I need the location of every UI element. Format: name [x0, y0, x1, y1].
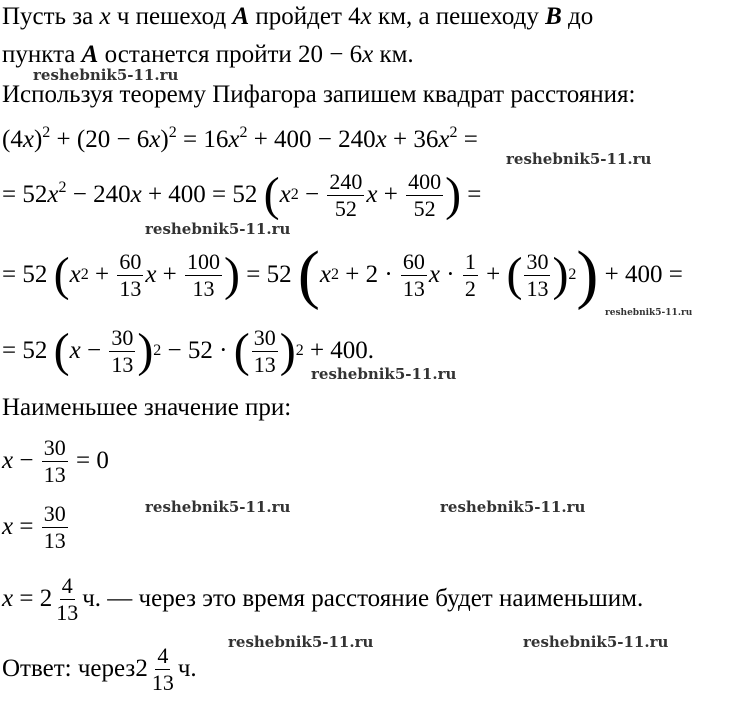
- answer-line: Ответ: через 2 $\frac{4}{13}$ ч.: [2, 642, 197, 695]
- fraction-30-13-c: $\frac{30}{13}$: [111, 324, 134, 377]
- fraction-1-2: $\frac{1}{2}$: [464, 248, 476, 301]
- watermark: reshebnik5-11.ru: [311, 365, 457, 383]
- equation-4: = 52 ( x − $\frac{30}{13}$ ) 2 − 52 · ( $\frac{30}{13}$ ) 2 + 400.: [2, 324, 375, 377]
- fraction-60-13: $\frac{60}{13}$: [119, 248, 142, 301]
- text-line-1: Пусть за x ч пешеход A пройдет 4x км, а пешеходу B до: [2, 3, 594, 30]
- fraction-30-13-e: $\frac{30}{13}$: [43, 434, 66, 487]
- fraction-30-13: $\frac{30}{13}$: [526, 248, 549, 301]
- equation-3: = 52 ( x 2 + $\frac{60}{13}$ x + $\frac{100}{13}$ ) = 52 ( x 2 + 2 · $\frac{60}{13}$ x · $\frac{1}{2}$ + ( $\frac{30}{13}$ ) 2 ) + 400 =: [2, 238, 683, 311]
- equation-expanded: $(4x)^2 + (20 - 6x)^2 = 16x^2 + 400 - 240x + 36x^2$ =: [2, 124, 478, 153]
- equation-7: x = 2 $\frac{4}{13}$ ч. — через это время расстояние будет наименьшим.: [2, 572, 644, 625]
- fraction-60-13-b: $\frac{60}{13}$: [402, 248, 425, 301]
- watermark: reshebnik5-11.ru: [523, 633, 669, 651]
- watermark: reshebnik5-11.ru: [228, 633, 374, 651]
- fraction-240-52: $\frac{240}{52}$: [329, 168, 363, 221]
- fraction-100-13: $\frac{100}{13}$: [187, 248, 221, 301]
- fraction-4-13: $\frac{4}{13}$: [56, 572, 79, 625]
- equation-6: x = $\frac{30}{13}$: [2, 500, 66, 553]
- watermark: reshebnik5-11.ru: [440, 498, 586, 516]
- watermark: reshebnik5-11.ru: [145, 498, 291, 516]
- equation-5: x − $\frac{30}{13}$ = 0: [2, 434, 109, 487]
- text-line-2: пункта A останется пройти 20 − 6x км.: [2, 41, 414, 68]
- fraction-400-52: $\frac{400}{52}$: [408, 168, 442, 221]
- answer-fraction: $\frac{4}{13}$: [151, 642, 174, 695]
- text-line-3: Используя теорему Пифагора запишем квадрат расстояния:: [2, 81, 636, 108]
- fraction-30-13-f: $\frac{30}{13}$: [43, 500, 66, 553]
- least-value-label: Наименьшее значение при:: [2, 394, 292, 421]
- watermark: reshebnik5-11.ru: [506, 150, 652, 168]
- watermark: reshebnik5-11.ru: [605, 308, 693, 318]
- watermark: reshebnik5-11.ru: [33, 66, 179, 84]
- fraction-30-13-d: $\frac{30}{13}$: [253, 324, 276, 377]
- equation-2: = $52x^2 - 240x + 400 = 52$ ( x 2 − $\frac{240}{52}$ x + $\frac{400}{52}$ ) =: [2, 168, 482, 221]
- equation-1: [2, 125, 478, 155]
- watermark: reshebnik5-11.ru: [145, 220, 291, 238]
